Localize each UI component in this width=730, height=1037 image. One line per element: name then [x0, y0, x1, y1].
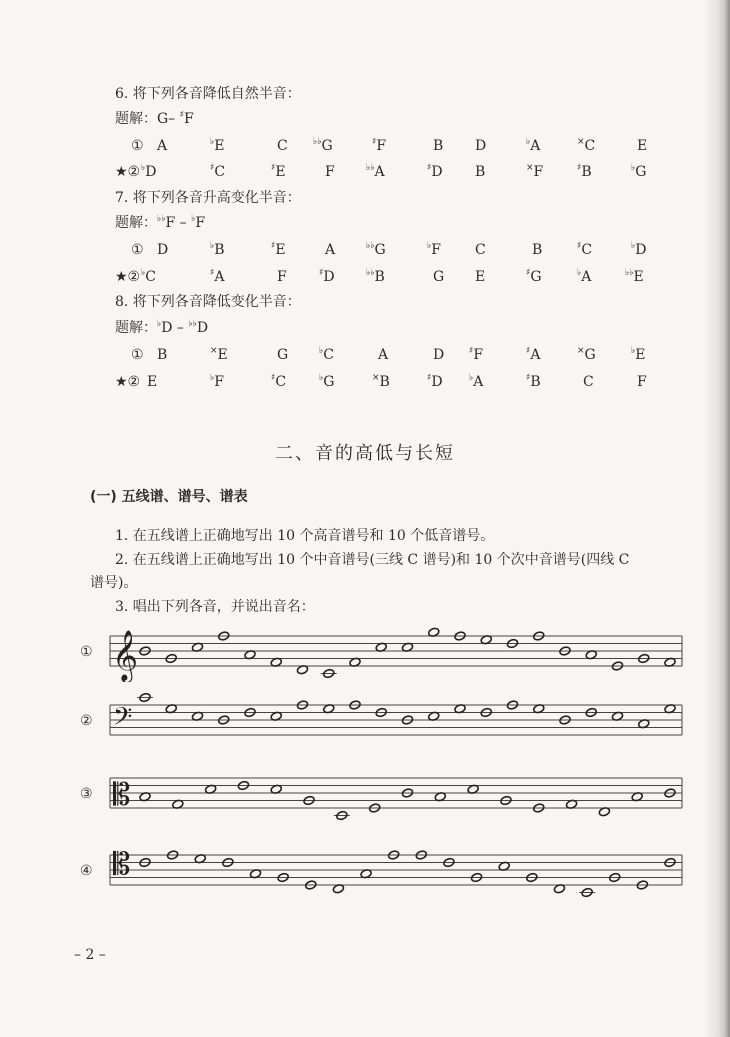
accidental: ♭ [427, 241, 432, 251]
row-label: ① [131, 138, 144, 154]
note-letter: E [275, 164, 286, 180]
note-name [427, 242, 441, 258]
note-letter: D [635, 242, 647, 258]
note-name [577, 269, 591, 285]
note-letter: C [475, 242, 486, 258]
note-name [577, 164, 592, 180]
note-letter: B [530, 374, 541, 390]
staff-3 [80, 764, 685, 824]
note-letter: D [475, 138, 487, 154]
note-name [210, 374, 224, 390]
note-letter: E [147, 374, 158, 390]
note-letter: F [376, 138, 387, 154]
note-letter: A [378, 347, 389, 363]
note-name [637, 138, 647, 154]
note-letter: C [584, 138, 596, 154]
note-letter: E [475, 269, 486, 285]
accidental: ♭♭ [366, 268, 375, 278]
note-name [637, 374, 647, 390]
note-letter: E [217, 347, 228, 363]
staff-label: ① [80, 644, 93, 660]
note-letter: B [581, 164, 592, 180]
note-name [313, 138, 333, 154]
accidental: ♭ [526, 137, 531, 147]
note-name [526, 138, 540, 154]
example-note: F – [165, 215, 192, 231]
note-name [625, 269, 644, 285]
note-letter: B [157, 347, 168, 363]
note-name [325, 242, 335, 258]
note-name [319, 347, 334, 363]
note-name [433, 138, 443, 154]
accidental: ♭ [319, 346, 324, 356]
note-name [157, 347, 167, 363]
note-name [631, 347, 645, 363]
note-name [210, 242, 225, 258]
accidental: ♭ [577, 268, 582, 278]
note-name [277, 269, 287, 285]
note-letter: A [325, 242, 336, 258]
row-label: ① [131, 242, 144, 258]
note-letter: D [431, 164, 443, 180]
note-name [427, 164, 443, 180]
note-name [372, 374, 390, 390]
question-8-row-1 [0, 347, 730, 365]
note-letter: G [323, 374, 335, 390]
note-letter: F [214, 374, 224, 390]
note-letter: F [277, 269, 287, 285]
staff-4 [80, 841, 685, 901]
example-note: D [196, 320, 209, 336]
row-label: ① [131, 347, 144, 363]
staff-1 [80, 622, 685, 682]
note-letter: B [214, 242, 225, 258]
accidental: ♯ [210, 163, 215, 173]
note-letter: E [635, 347, 646, 363]
note-letter: F [473, 347, 484, 363]
note-letter: F [431, 242, 441, 258]
accidental: × [526, 163, 534, 173]
note-letter: G [530, 269, 542, 285]
note-letter: G [277, 347, 289, 363]
accidental: ♭ [141, 268, 146, 278]
note-name [147, 374, 157, 390]
row-label: ★② [115, 164, 141, 180]
note-letter: E [214, 138, 225, 154]
accidental: ♭ [210, 137, 215, 147]
note-name [271, 374, 286, 390]
note-name [583, 374, 594, 390]
accidental: ♭ [191, 214, 196, 224]
staff-label: ② [80, 713, 93, 729]
note-name [475, 164, 485, 180]
note-name [141, 164, 156, 180]
note-letter: D [145, 164, 157, 180]
accidental: ♯ [271, 373, 276, 383]
question-7-row-2 [0, 269, 730, 287]
staff-2 [80, 691, 685, 751]
note-letter: E [633, 269, 644, 285]
example-label: 题解： [115, 320, 157, 336]
note-letter: G [635, 164, 647, 180]
alto-clef-icon: 𝄡 [113, 777, 131, 813]
accidental: ♭♭ [188, 319, 197, 329]
exercise-2-line-2: 谱号)。 [90, 575, 138, 591]
note-letter: A [214, 269, 225, 285]
accidental: ♭♭ [313, 137, 322, 147]
note-letter: G [433, 269, 445, 285]
note-letter: A [581, 269, 592, 285]
row-label: ★② [115, 269, 141, 285]
note-letter: D [431, 374, 443, 390]
example-label: 题解： [115, 215, 157, 231]
question-8-example [115, 320, 208, 338]
note-name [210, 138, 224, 154]
accidental: ♭♭ [625, 268, 634, 278]
question-6-row-1 [0, 138, 730, 156]
note-letter: F [637, 374, 647, 390]
note-name [210, 164, 225, 180]
note-letter: B [532, 242, 543, 258]
accidental: × [372, 373, 380, 383]
note-name [366, 269, 385, 285]
section-heading: 二、音的高低与长短 [275, 443, 455, 464]
accidental: ♯ [271, 163, 276, 173]
note-name [631, 242, 646, 258]
note-name [141, 269, 156, 285]
accidental: × [210, 346, 218, 356]
note-name [526, 374, 541, 390]
exercise-3: 3. 唱出下列各音，并说出音名： [115, 599, 315, 615]
note-letter: B [433, 138, 444, 154]
accidental: ♯ [427, 163, 432, 173]
example-label: 题解： [115, 111, 157, 127]
note-name [469, 374, 483, 390]
exercise-2-line-1: 2. 在五线谱上正确地写出 10 个中音谱号(三线 C 谱号)和 10 个次中音谱号(四线 C [115, 552, 630, 568]
accidental: ♯ [526, 346, 531, 356]
question-7-example [115, 215, 205, 233]
accidental: × [577, 137, 585, 147]
accidental: ♯ [526, 268, 531, 278]
tenor-clef-icon: 𝄡 [113, 846, 131, 883]
note-letter: E [637, 138, 648, 154]
note-name [577, 242, 592, 258]
example-note: F [184, 111, 194, 127]
accidental: ♭ [210, 241, 215, 251]
exercise-1: 1. 在五线谱上正确地写出 10 个高音谱号和 10 个低音谱号。 [115, 528, 495, 544]
note-letter: C [581, 242, 593, 258]
note-name [319, 269, 335, 285]
question-8-title: 8. 将下列各音降低变化半音： [115, 294, 301, 310]
book-binding-shadow [704, 0, 730, 1037]
note-name [319, 374, 334, 390]
note-letter: F [533, 164, 544, 180]
accidental: ♭♭ [366, 163, 375, 173]
note-letter: C [323, 347, 334, 363]
accidental: ♯ [526, 373, 531, 383]
accidental: ♭ [319, 373, 324, 383]
note-letter: D [323, 269, 335, 285]
note-name [475, 242, 486, 258]
accidental: ♯ [271, 241, 276, 251]
question-7-row-1 [0, 242, 730, 260]
note-letter: D [433, 347, 445, 363]
accidental: ♭ [141, 163, 146, 173]
note-name [325, 164, 335, 180]
note-name [526, 164, 543, 180]
question-7-title: 7. 将下列各音升高变化半音： [115, 190, 301, 206]
accidental: ♭ [210, 373, 215, 383]
note-name [366, 242, 386, 258]
note-letter: D [157, 242, 169, 258]
accidental: ♭♭ [366, 241, 375, 251]
note-name [271, 164, 286, 180]
note-name [475, 138, 486, 154]
note-letter: A [374, 164, 385, 180]
staff-label: ③ [80, 786, 93, 802]
note-name [427, 374, 443, 390]
question-6-title: 6. 将下列各音降低自然半音： [115, 86, 301, 102]
note-name [433, 347, 444, 363]
example-text: G– [157, 111, 180, 127]
note-letter: C [275, 374, 287, 390]
note-name [475, 269, 485, 285]
bass-clef-icon: 𝄢 [113, 702, 133, 738]
note-letter: A [473, 374, 484, 390]
accidental: ♭♭ [157, 214, 166, 224]
note-name [210, 347, 228, 363]
accidental: ♭ [631, 163, 636, 173]
accidental: × [577, 346, 585, 356]
note-letter: C [583, 374, 594, 390]
note-letter: C [214, 164, 226, 180]
example-note: D – [161, 320, 189, 336]
note-letter: B [379, 374, 390, 390]
accidental: ♭ [631, 346, 636, 356]
note-letter: C [277, 138, 288, 154]
note-name [469, 347, 483, 363]
note-letter: B [475, 164, 486, 180]
row-label: ★② [115, 374, 141, 390]
question-6-example [115, 111, 194, 129]
note-name [526, 347, 540, 363]
note-letter: B [374, 269, 385, 285]
accidental: ♯ [372, 137, 377, 147]
note-letter: A [157, 138, 168, 154]
accidental: ♯ [469, 346, 474, 356]
accidental: ♯ [577, 163, 582, 173]
note-letter: E [275, 242, 286, 258]
accidental: ♯ [577, 241, 582, 251]
accidental: ♭ [631, 241, 636, 251]
note-letter: G [321, 138, 333, 154]
note-letter: C [145, 269, 156, 285]
note-letter: G [374, 242, 386, 258]
note-letter: F [325, 164, 335, 180]
page-number: – 2 – [74, 947, 106, 963]
note-letter: A [530, 347, 541, 363]
staff-label: ④ [80, 863, 93, 879]
note-name [277, 138, 288, 154]
treble-clef-icon: 𝄞 [112, 630, 139, 681]
note-letter: A [530, 138, 541, 154]
note-letter: G [584, 347, 596, 363]
note-name [157, 138, 167, 154]
example-note: F [195, 215, 206, 231]
question-6-row-2 [0, 164, 730, 182]
question-8-row-2 [0, 374, 730, 392]
note-name [577, 347, 596, 363]
note-name [157, 242, 168, 258]
accidental: ♯ [179, 110, 184, 120]
note-name [526, 269, 542, 285]
note-name [577, 138, 595, 154]
note-name [631, 164, 646, 180]
accidental: ♭ [469, 373, 474, 383]
note-name [372, 138, 386, 154]
accidental: ♯ [427, 373, 432, 383]
accidental: ♯ [210, 268, 215, 278]
note-name [210, 269, 224, 285]
accidental: ♯ [319, 268, 324, 278]
note-name [277, 347, 288, 363]
note-name [532, 242, 542, 258]
note-name [433, 269, 444, 285]
accidental: ♭ [157, 319, 162, 329]
subsection-heading: (一) 五线谱、谱号、谱表 [90, 489, 248, 505]
note-name [271, 242, 286, 258]
note-name [378, 347, 388, 363]
note-name [366, 164, 385, 180]
